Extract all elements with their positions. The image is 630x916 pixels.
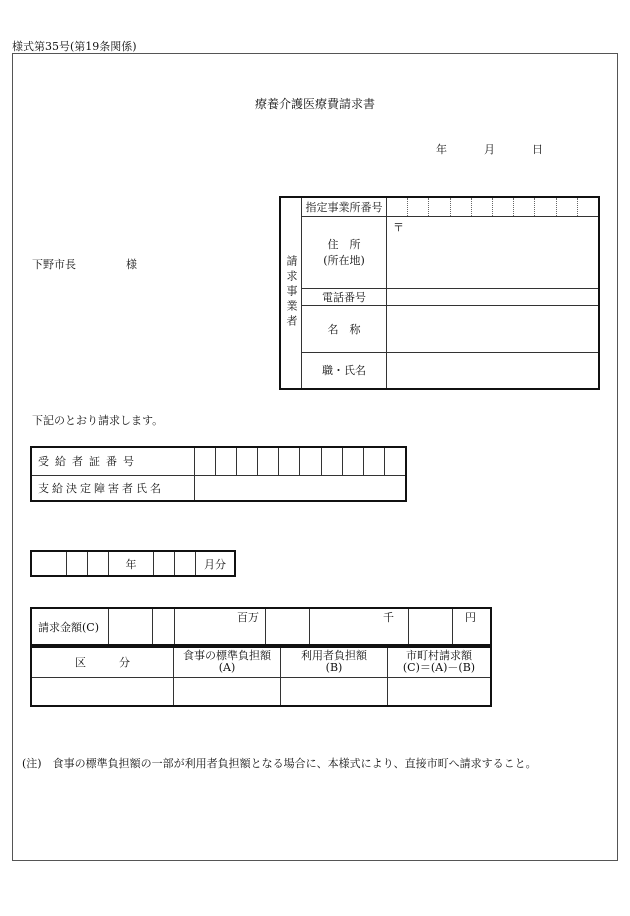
amount-digit-box[interactable] xyxy=(266,608,310,645)
amount-digit-box[interactable] xyxy=(409,608,453,645)
claimant-table xyxy=(279,196,600,390)
category-field[interactable] xyxy=(31,677,174,706)
period-year-box[interactable] xyxy=(67,551,88,576)
intro-text: 下記のとおり請求します。 xyxy=(32,414,164,427)
title-name-label: 職・氏名 xyxy=(302,353,387,389)
category-header: 区 分 xyxy=(31,647,174,677)
date-month-label: 月 xyxy=(484,143,495,156)
user-burden-header-line2: (B) xyxy=(325,661,343,675)
claimant-section-cell xyxy=(280,197,302,389)
address-sub-label: (所在地) xyxy=(323,253,365,267)
address-label-cell xyxy=(302,217,387,289)
business-name-label: 名 称 xyxy=(302,306,387,353)
city-claim-header-line1: 市町村請求額 xyxy=(406,649,472,663)
user-burden-header xyxy=(281,647,388,677)
period-year-label: 年 xyxy=(109,551,154,576)
claim-amount-label: 請求金額(C) xyxy=(31,608,109,645)
breakdown-table xyxy=(30,646,492,707)
period-table xyxy=(30,550,236,577)
period-month-label: 月分 xyxy=(196,551,236,576)
addressee-honorific: 様 xyxy=(126,258,137,271)
period-year-box[interactable] xyxy=(31,551,67,576)
cert-digit-box[interactable] xyxy=(384,447,406,475)
addressee-name: 下野市長 xyxy=(32,258,76,271)
footnote: (注) 食事の標準負担額の一部が利用者負担額となる場合に、本様式により、直接市町へ請求すること。 xyxy=(22,757,537,770)
period-month-box[interactable] xyxy=(154,551,175,576)
recipient-table xyxy=(30,446,407,502)
office-number-label: 指定事業所番号 xyxy=(302,197,387,217)
page-title: 療養介護医療費請求書 xyxy=(254,97,375,111)
period-month-box[interactable] xyxy=(175,551,196,576)
city-claim-header-line2: (C)＝(A)－(B) xyxy=(402,661,476,675)
form-number: 様式第35号(第19条関係) xyxy=(12,40,137,53)
cert-number-label: 受給者証番号 xyxy=(31,447,194,475)
user-burden-field[interactable] xyxy=(281,677,388,706)
cert-digit-box[interactable] xyxy=(300,447,321,475)
cert-digit-box[interactable] xyxy=(237,447,258,475)
address-label: 住 所 xyxy=(327,237,361,251)
cert-digit-box[interactable] xyxy=(321,447,342,475)
date-year-label: 年 xyxy=(436,143,447,156)
amount-digit-box[interactable] xyxy=(109,608,153,645)
city-claim-header xyxy=(388,647,492,677)
title-name-field[interactable] xyxy=(387,353,600,389)
amount-yen-cell[interactable] xyxy=(453,608,492,645)
amount-digit-box[interactable] xyxy=(153,608,175,645)
cert-digit-box[interactable] xyxy=(342,447,363,475)
meal-burden-header xyxy=(174,647,281,677)
period-year-box[interactable] xyxy=(88,551,109,576)
cert-digit-box[interactable] xyxy=(194,447,215,475)
yen-unit-label: 円 xyxy=(465,611,476,624)
office-number-boxes[interactable] xyxy=(387,197,600,217)
amount-thousand-cell[interactable] xyxy=(310,608,409,645)
amount-million-cell[interactable] xyxy=(175,608,266,645)
meal-burden-header-line2: (A) xyxy=(218,661,236,675)
city-claim-field[interactable] xyxy=(388,677,492,706)
user-burden-header-line1: 利用者負担額 xyxy=(301,649,367,663)
meal-burden-header-line1: 食事の標準負担額 xyxy=(183,649,271,663)
address-field[interactable] xyxy=(387,217,600,289)
postal-mark: 〒 xyxy=(393,221,404,234)
claimant-section-label: 請求事業者 xyxy=(285,255,298,331)
business-name-field[interactable] xyxy=(387,306,600,353)
guardian-name-label: 支給決定障害者氏名 xyxy=(31,475,194,501)
phone-label: 電話番号 xyxy=(302,289,387,306)
amount-table xyxy=(30,607,492,646)
thousand-unit-label: 千 xyxy=(383,611,394,624)
cert-digit-box[interactable] xyxy=(279,447,300,475)
guardian-name-field[interactable] xyxy=(194,475,406,501)
cert-digit-box[interactable] xyxy=(363,447,384,475)
date-day-label: 日 xyxy=(532,143,543,156)
meal-burden-field[interactable] xyxy=(174,677,281,706)
cert-digit-box[interactable] xyxy=(258,447,279,475)
phone-field[interactable] xyxy=(387,289,600,306)
million-unit-label: 百万 xyxy=(237,611,259,624)
cert-digit-box[interactable] xyxy=(215,447,236,475)
